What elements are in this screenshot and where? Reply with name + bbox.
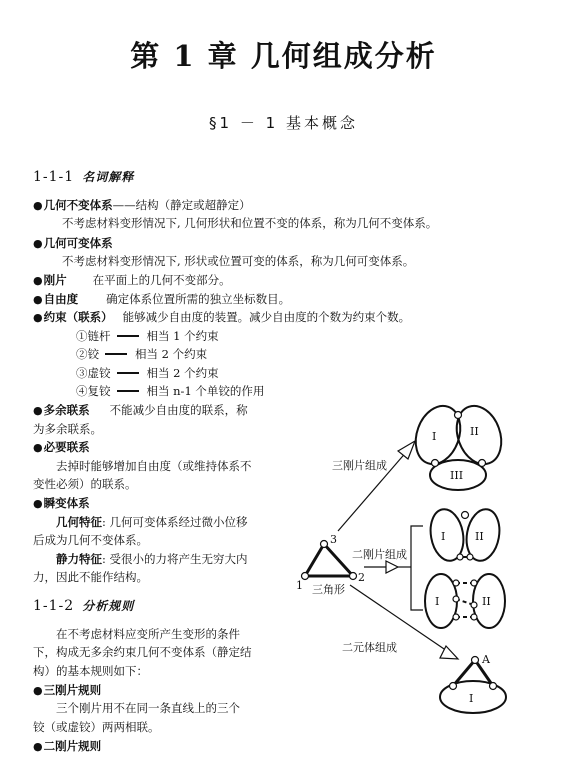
constraint-item: [76, 327, 219, 345]
binary-figure: [440, 653, 506, 713]
hinge-node: [479, 460, 486, 467]
roman-label-II: II: [475, 530, 484, 543]
definition-description: 变性必须）的联系。: [33, 477, 137, 491]
hinge-node: [462, 512, 469, 519]
subsection-number: 1-1-2: [33, 598, 75, 614]
bullet-icon: ●: [33, 404, 43, 417]
definition-term: 自由度: [43, 292, 79, 306]
definition-suffix: ——结构（静定或超静定）: [112, 198, 251, 212]
bullet-icon: ●: [33, 740, 43, 753]
hinge-node: [450, 683, 457, 690]
definition-term-line: [33, 401, 248, 420]
two-rigid-figure-a: [427, 507, 504, 564]
constraint-name: ③虚铰: [76, 366, 111, 380]
constraint-value: 相当 1 个约束: [146, 329, 219, 343]
triangle-figure: [296, 533, 365, 596]
definition-description: 去掉时能够增加自由度（或维持体系不: [56, 459, 252, 473]
definition-term: 几何不变体系: [43, 198, 113, 212]
hinge-node: [467, 554, 473, 560]
definition-term-line: [33, 234, 113, 253]
hinge-node: [472, 657, 479, 664]
paragraph-line: 下，构成无多余约束几何不变体系（静定结: [33, 645, 252, 659]
constraint-item: [76, 345, 207, 363]
roman-label-I: I: [432, 430, 437, 443]
definition-term-line: [33, 494, 90, 513]
bullet-icon: ●: [33, 684, 43, 697]
definition-term: 瞬变体系: [43, 496, 90, 510]
section-heading: §1 － 1 基本概念: [209, 114, 358, 132]
definition-term-line: [33, 196, 251, 215]
constraint-name: ①链杆: [76, 329, 111, 343]
feature-line: [56, 550, 248, 568]
hinge-node: [453, 580, 459, 586]
roman-label-I: I: [441, 530, 446, 543]
page-title: 第 1 章 几何组成分析: [130, 39, 437, 73]
definition-term-line: [33, 438, 90, 457]
hinge-node: [471, 580, 477, 586]
label-two-rigid: 二刚片组成: [352, 548, 407, 561]
definition-description: 为多余联系。: [33, 422, 102, 436]
node-label-2: 2: [358, 571, 365, 584]
long-dash: [105, 353, 127, 355]
rule-term: 二刚片规则: [43, 739, 102, 753]
feature-description: : 受很小的力将产生无穷大内: [102, 552, 248, 566]
constraint-value: 相当 n-1 个单铰的作用: [146, 384, 265, 398]
two-rigid-arrow: [364, 526, 423, 610]
definition-description: 能够减少自由度的装置。减少自由度的个数为约束个数。: [122, 310, 411, 324]
label-binary: 二元体组成: [342, 641, 397, 654]
hinge-node: [432, 460, 439, 467]
hinge-node: [471, 614, 477, 620]
roman-label-I: I: [469, 692, 474, 705]
bullet-icon: ●: [33, 274, 43, 287]
subsection-label: 分析规则: [82, 599, 135, 613]
subsection-heading-1: [33, 168, 134, 185]
feature-line: [56, 513, 248, 531]
triangle-label: 三角形: [312, 583, 345, 596]
roman-label-II: II: [470, 425, 479, 438]
bullet-icon: ●: [33, 237, 43, 250]
hinge-node: [453, 614, 459, 620]
long-dash: [117, 335, 139, 337]
paragraph-line: 在不考虑材料应变所产生变形的条件: [56, 627, 240, 641]
composition-diagram: [290, 395, 540, 725]
roman-label-I: I: [435, 595, 440, 608]
node-label-A: A: [482, 653, 490, 666]
node-label-3: 3: [330, 533, 337, 546]
feature-term: 静力特征: [56, 552, 102, 566]
constraint-name: ④复铰: [76, 384, 111, 398]
hinge-node: [457, 554, 463, 560]
hinge-node: [453, 596, 459, 602]
rule-term-line: [33, 681, 101, 700]
rule-term: 三刚片规则: [43, 683, 102, 697]
constraint-name: ②铰: [76, 347, 99, 361]
arrow-head: [398, 441, 415, 459]
hinge-node: [455, 412, 462, 419]
feature-description: 力，因此不能作结构。: [33, 570, 148, 584]
hinge-node: [321, 541, 328, 548]
arrow-head: [386, 561, 398, 573]
constraint-item: [76, 382, 264, 400]
roman-label-II: II: [482, 595, 491, 608]
subsection-heading-2: [33, 597, 134, 614]
paragraph-line: 构）的基本规则如下：: [33, 664, 148, 678]
subsection-label: 名词解释: [82, 170, 135, 184]
rule-description: 铰（或虚铰）两两相联。: [33, 720, 160, 734]
bullet-icon: ●: [33, 497, 43, 510]
bullet-icon: ●: [33, 311, 43, 324]
node-label-1: 1: [296, 579, 303, 592]
three-rigid-figure: [408, 400, 509, 490]
bullet-icon: ●: [33, 199, 43, 212]
feature-description: 后成为几何不变体系。: [33, 533, 148, 547]
definition-description: 不考虑材料变形情况下, 几何形状和位置不变的体系，称为几何不变体系。: [62, 216, 438, 230]
hinge-node: [350, 573, 357, 580]
definition-term: 多余联系: [43, 403, 90, 417]
rule-description: 三个刚片用不在同一条直线上的三个: [56, 701, 240, 715]
feature-description: : 几何可变体系经过微小位移: [102, 515, 248, 529]
hinge-node: [471, 602, 477, 608]
definition-term-line: [33, 308, 410, 327]
definition-description: 在平面上的几何不变部分。: [92, 273, 231, 287]
definition-description: 不能减少自由度的联系，称: [109, 403, 248, 417]
definition-description: 确定体系位置所需的独立坐标数目。: [106, 292, 291, 306]
hinge-node: [490, 683, 497, 690]
feature-term: 几何特征: [56, 515, 102, 529]
bullet-icon: ●: [33, 293, 43, 306]
bullet-icon: ●: [33, 441, 43, 454]
constraint-item: [76, 364, 219, 382]
definition-term: 必要联系: [43, 440, 90, 454]
definition-term: 约束（联系）: [43, 310, 113, 324]
two-rigid-figure-b: [425, 574, 505, 628]
subsection-number: 1-1-1: [33, 169, 75, 185]
label-three-rigid: 三刚片组成: [332, 459, 387, 472]
rule-term-line: [33, 737, 101, 756]
constraint-value: 相当 2 个约束: [135, 347, 208, 361]
definition-term: 几何可变体系: [43, 236, 113, 250]
definition-term-line: [33, 290, 290, 309]
constraint-value: 相当 2 个约束: [146, 366, 219, 380]
definition-term: 刚片: [43, 273, 67, 287]
definition-description: 不考虑材料变形情况下, 形状或位置可变的体系，称为几何可变体系。: [62, 254, 415, 268]
long-dash: [117, 372, 139, 374]
long-dash: [117, 390, 139, 392]
roman-label-III: III: [450, 469, 464, 482]
definition-term-line: [33, 271, 231, 290]
